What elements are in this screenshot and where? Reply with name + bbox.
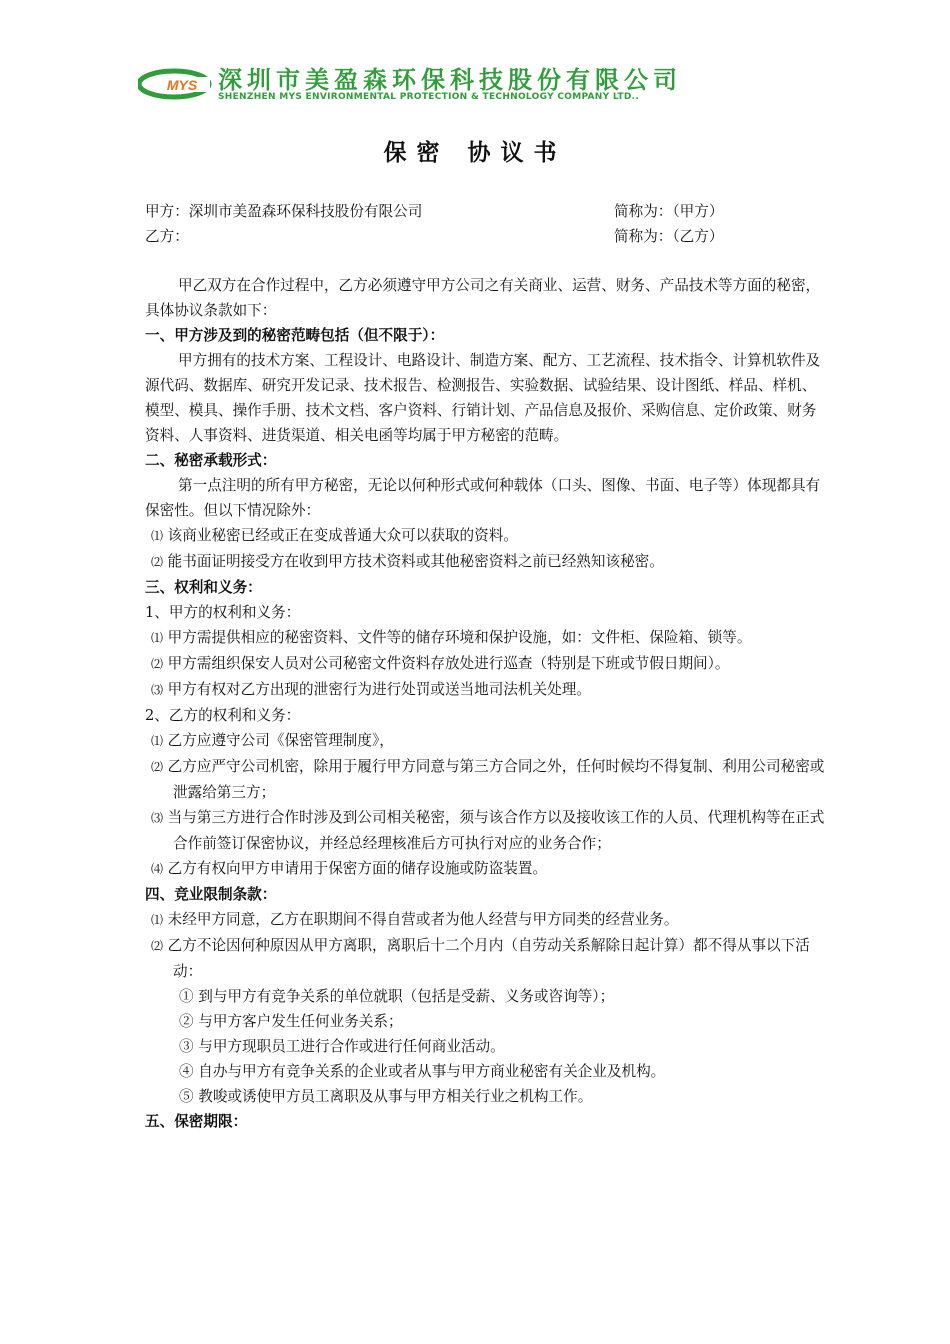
section-3-sub2-item: ⑴ 乙方应遵守公司《保密管理制度》，	[151, 732, 394, 749]
section-2-heading: 二、秘密承载形式：	[145, 452, 277, 469]
section-1-heading: 一、甲方涉及到的秘密范畴包括（但不限于）：	[145, 327, 445, 344]
section-4-item: ⑵ 乙方不论因何种原因从甲方离职，离职后十二个月内（自劳动关系解除日起计算）都不得从事以下活动：	[151, 937, 810, 980]
section-3-heading: 三、权利和义务：	[145, 579, 262, 596]
section-4-item: ⑴ 未经甲方同意，乙方在职期间不得自营或者为他人经营与甲方同类的经营业务。	[151, 911, 679, 928]
party-b-abbrev: 简称为：（乙方）	[614, 228, 724, 245]
section-3-sub1-item: ⑴ 甲方需提供相应的秘密资料、文件等的储存环境和保护设施，如：文件柜、保险箱、锁等。	[151, 629, 752, 646]
section-3-sub2-item: ⑶ 当与第三方进行合作时涉及到公司相关秘密，须与该合作方以及接收该工作的人员、代理机构等在正式合作前签订保密协议，并经总经理核准后方可执行对应的业务合作；	[151, 809, 825, 852]
party-a-name: 甲方：深圳市美盈森环保科技股份有限公司	[145, 203, 423, 220]
party-b-row	[145, 224, 825, 249]
party-b-name: 乙方：	[145, 228, 189, 245]
party-a-row	[145, 199, 825, 224]
section-4-heading: 四、竞业限制条款：	[145, 886, 277, 903]
section-3-sub1-item: ⑵ 甲方需组织保安人员对公司秘密文件资料存放处进行巡查（特别是下班或节假日期间）。	[151, 655, 730, 672]
section-4-subitem: ② 与甲方客户发生任何业务关系；	[179, 1013, 403, 1030]
section-3-sub2-item: ⑷ 乙方有权向甲方申请用于保密方面的储存设施或防盗装置。	[151, 860, 548, 877]
section-2-body: 第一点注明的所有甲方秘密，无论以何种形式或何种载体（口头、图像、书面、电子等）体现都具有保密性。但以下情况除外：	[145, 477, 821, 519]
section-3-sub2: 2、乙方的权利和义务：	[145, 707, 301, 724]
company-name-en: SHENZHEN MYS ENVIRONMENTAL PROTECTION & TECHNOLOGY COMPANY LTD..	[218, 92, 640, 102]
letterhead	[138, 62, 778, 106]
section-3-sub2-item: ⑵ 乙方应严守公司机密，除用于履行甲方同意与第三方合同之外，任何时候均不得复制、利用公司秘密或泄露给第三方；	[151, 758, 825, 801]
company-name-cn: 深圳市美盈森环保科技股份有限公司	[218, 66, 682, 94]
section-4-subitem: ⑤ 教唆或诱使甲方员工离职及从事与甲方相关行业之机构工作。	[179, 1088, 593, 1105]
section-3-sub1-item: ⑶ 甲方有权对乙方出现的泄密行为进行处罚或送当地司法机关处理。	[151, 681, 591, 698]
section-2-item: ⑴ 该商业秘密已经或正在变成普通大众可以获取的资料。	[151, 527, 518, 544]
intro-paragraph: 甲乙双方在合作过程中，乙方必须遵守甲方公司之有关商业、运营、财务、产品技术等方面的秘密，具体协议条款如下：	[145, 277, 821, 319]
section-4-subitem: ④ 自办与甲方有竞争关系的企业或者从事与甲方商业秘密有关企业及机构。	[179, 1063, 666, 1080]
section-4-subitem: ① 到与甲方有竞争关系的单位就职（包括是受薪、义务或咨询等）；	[179, 988, 615, 1005]
section-1-body: 甲方拥有的技术方案、工程设计、电路设计、制造方案、配方、工艺流程、技术指令、计算机软件及源代码、数据库、研究开发记录、技术报告、检测报告、实验数据、试验结果、设计图纸、样品、样机、模型、模具、操作手册、技术文档、客户资料、行销计划、产品信息及报价、采购信息、定价政策、财务资料、人事资料、进货渠道、相关电函等均属于甲方秘密的范畴。	[145, 352, 821, 444]
section-4-subitem: ③ 与甲方现职员工进行合作或进行任何商业活动。	[179, 1038, 505, 1055]
document-body	[145, 199, 825, 1134]
section-2-item: ⑵ 能书面证明接受方在收到甲方技术资料或其他秘密资料之前已经熟知该秘密。	[151, 553, 664, 570]
section-5-heading: 五、保密期限：	[145, 1113, 248, 1130]
section-3-sub1: 1、甲方的权利和义务：	[145, 604, 301, 621]
party-a-abbrev: 简称为：（甲方）	[614, 203, 724, 220]
document-title: 保密 协议书	[383, 140, 567, 166]
logo-text: MYS	[166, 77, 198, 93]
company-logo-icon	[138, 66, 216, 102]
